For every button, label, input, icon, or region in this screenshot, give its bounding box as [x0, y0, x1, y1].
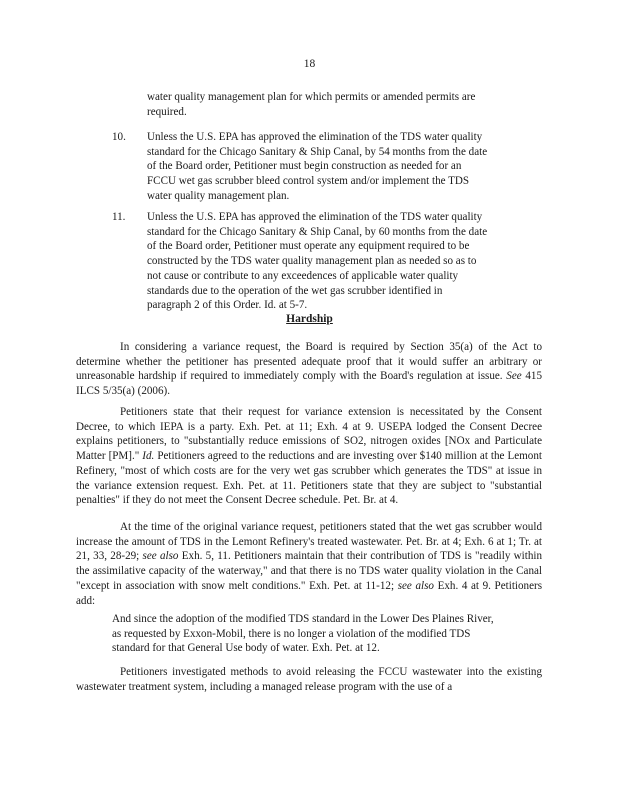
block-quote-text: And since the adoption of the modified TDS standard in the Lower Des Plaines River, as requested by Exxon-Mobil, there is no longer a violation of the modified TDS standard for that General Use body of water. Exh. Pet. at 12. [112, 613, 494, 655]
list-item-number: 11. [112, 211, 126, 223]
paragraph-text: Petitioners state that their request for variance extension is necessitated by the Consent Decree, to which IEPA is a party. Exh. Pet. at 11; Exh. 4 at 9. USEPA lodged the Consent Decree explains petitioners, to "substantially reduce emissions of SO2, nitrogen oxides [NOx and Particulate Matter [PM]." [76, 406, 542, 463]
continuation-text: water quality management plan for which permits or amended permits are required. [147, 91, 476, 118]
section-heading: Hardship [286, 313, 333, 325]
citation-signal: see also [142, 550, 179, 563]
list-item-number: 10. [112, 131, 126, 143]
paragraph-text: Exh. 4 at 9. Petitioners add: [76, 579, 543, 607]
citation-signal: see also [397, 579, 434, 592]
paragraph-consent-decree [76, 405, 542, 508]
list-item-text: Unless the U.S. EPA has approved the elimination of the TDS water quality standard for the Chicago Sanitary & Ship Canal, by 54 months from the date of the Board order, Petitioner must begin construction as needed for an FCCU wet gas scrubber bleed control system and/or implement the TDS water quality management plan. [147, 131, 488, 202]
paragraph-text: In considering a variance request, the Board is required by Section 35(a) of the Act to determine whether the petitioner has presented adequate proof that it would suffer an arbitrary or unreasonable hardship if required to immediately comply with the Board's regulation at issue. [76, 341, 542, 383]
list-item-text: Unless the U.S. EPA has approved the elimination of the TDS water quality standard for the Chicago Sanitary & Ship Canal, by 60 months from the date of the Board order, Petitioner must operate any equipment required to be constructed by the TDS water quality management plan as needed so as to not cause or contribute to any exceedences of applicable water quality standards due to the operation of the wet gas scrubber identified in paragraph 2 of this Order. Id. at 5-7. [147, 211, 488, 312]
paragraph-text: Exh. 5, 11. Petitioners maintain that their contribution of TDS is "readily within the assimilative capacity of the waterway," and that there is no TDS water quality violation in the Canal "except in association with snow melt conditions." Exh. Pet. at 11-12; [76, 550, 542, 592]
paragraph-text: Petitioners investigated methods to avoid releasing the FCCU wastewater into the existing wastewater treatment system, including a managed release program with the use of a [76, 666, 542, 693]
paragraph-text: At the time of the original variance request, petitioners stated that the wet gas scrubber would increase the amount of TDS in the Lemont Refinery's treated wastewater. Pet. Br. at 4; Exh. 6 at 1; Tr. at 21, 33, 28-29; [76, 521, 542, 563]
citation-signal: See [506, 370, 522, 383]
citation: 415 ILCS 5/35(a) (2006). [76, 370, 542, 398]
citation-signal: Id. [142, 450, 155, 463]
page-number: 18 [303, 58, 316, 70]
paragraph-variance-standard [76, 340, 542, 399]
paragraph-original-request [76, 520, 542, 608]
paragraph-methods [76, 665, 542, 694]
block-quote [112, 612, 504, 656]
paragraph-text: Petitioners agreed to the reductions and are investing over $140 million at the Lemont Refinery, "most of which costs are for the very wet gas scrubber which generates the TDS" at issue in the variance extension request. Exh. Pet. at 11. Petitioners state that they are subject to "substantial penalties" if they do not meet the Consent Decree schedule. Pet. Br. at 4. [76, 450, 542, 507]
